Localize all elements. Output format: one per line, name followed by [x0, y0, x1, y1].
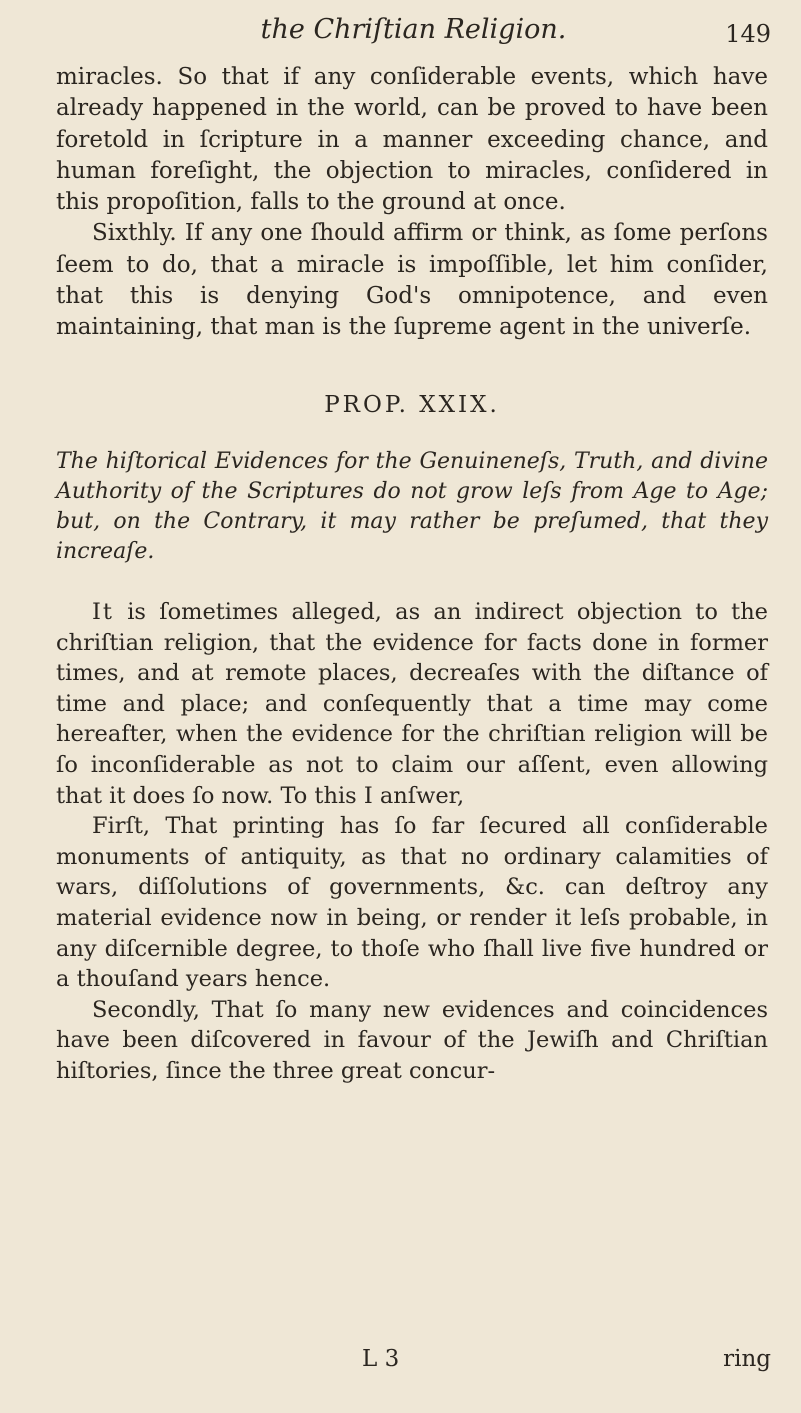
- paragraph-objection-text: is ſometimes alleged, as an indirect objection to the chriſtian religion, that the evidence for facts done in former times, and at remote places, decreaſes with the diſtance of time and place; and conſequently that a time may come hereafter, when the evidence for the chriſtian religion will be ſo inconſiderable as not to claim our aſſent, even allowing that it does ſo now. To this I anſwer,: [56, 598, 768, 809]
- paragraph-sixthly: Sixthly. If any one ſhould affirm or think, as ſome perſons ſeem to do, that a miracle is impoſſible, let him conſider, that this is denying God's omnipotence, and even maintaining, that man is the ſupreme agent in the univerſe.: [56, 220, 768, 341]
- paragraph-objection: [56, 597, 768, 811]
- page-footer: [0, 1346, 771, 1386]
- proposition-title: The hiſtorical Evidences for the Genuineneſs, Truth, and divine Authority of the Scriptures do not grow leſs from Age to Age; but, on the Contrary, it may rather be preſumed, that they increaſe.: [56, 448, 768, 564]
- page-header: [56, 10, 771, 54]
- paragraph-firstly: Firſt, That printing has ſo far ſecured all conſiderable monuments of antiquity, as that no ordinary calamities of wars, diſſolutions of governments, &c. can deſtroy any material evidence now in being, or render it leſs probable, in any diſcernible degree, to thoſe who ſhall live five hundred or a thouſand years hence.: [56, 813, 768, 993]
- paragraph-continuation: miracles. So that if any conſiderable events, which have already happened in the world, can be proved to have been foretold in ſcripture in a manner exceeding chance, and human foreſight, the objection to miracles, conſidered in this propoſition, falls to the ground at once.: [56, 64, 768, 216]
- first-word: It: [92, 598, 114, 625]
- catchword: ring: [723, 1346, 771, 1372]
- running-title: the Chriſtian Religion.: [260, 14, 567, 45]
- signature-mark: L 3: [362, 1346, 400, 1372]
- proposition-heading: PROP. XXIX.: [324, 391, 500, 418]
- paragraph-secondly: Secondly, That ſo many new evidences and coincidences have been diſcovered in favour of the Jewiſh and Chriſtian hiſtories, ſince the three great concur-: [56, 996, 768, 1084]
- body-text: [56, 62, 768, 1086]
- page-number: 149: [725, 20, 771, 48]
